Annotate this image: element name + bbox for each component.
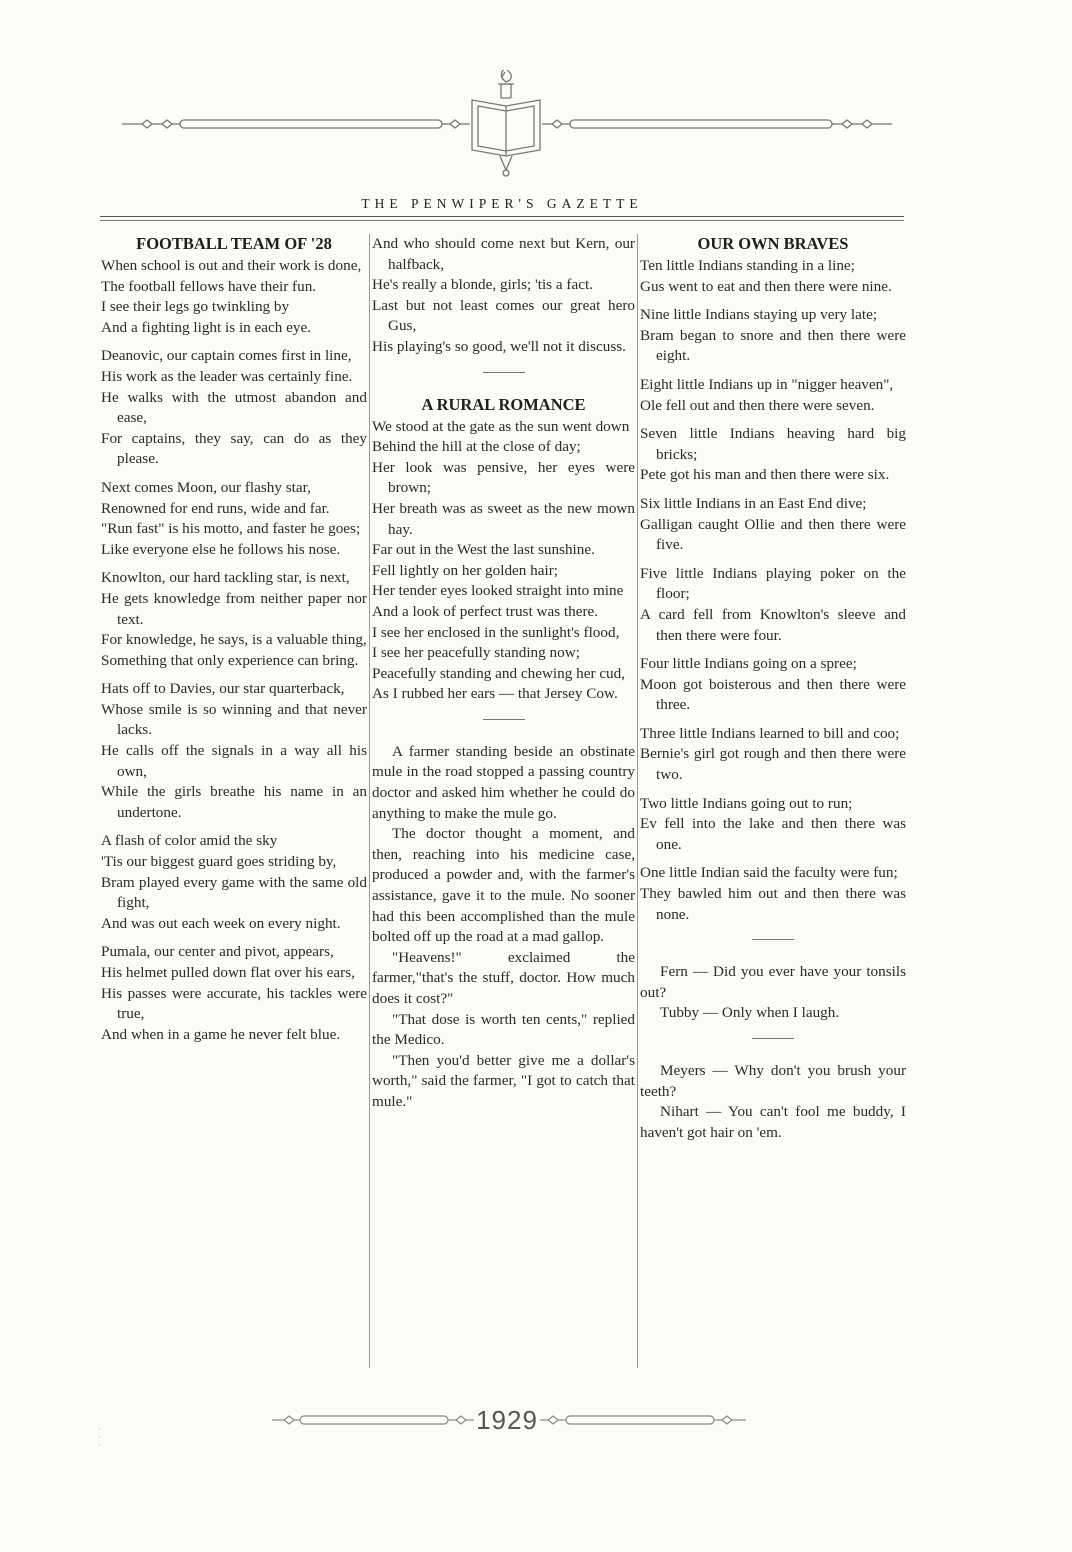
romance-poem-title: A RURAL ROMANCE — [421, 394, 586, 414]
poem-line: For knowledge, he says, is a valuable thing, — [101, 631, 367, 649]
poem-line: A flash of color amid the sky — [101, 832, 278, 850]
poem-line: He's really a blonde, girls; 'tis a fact. — [372, 276, 593, 294]
poem-stanza — [640, 794, 906, 856]
poem-stanza — [640, 863, 906, 925]
poem-line: Six little Indians in an East End dive; — [640, 494, 867, 512]
poem-line: Bram played every game with the same old fight, — [101, 873, 367, 912]
poem-line: "Run fast" is his motto, and faster he goes; — [101, 520, 361, 538]
story-paragraph: A farmer standing beside an obstinate mule in the road stopped a passing country doctor and asked him whether he could do anything to make the mule go. — [372, 742, 635, 822]
poem-line: Bernie's girl got rough and then there were two. — [640, 745, 906, 784]
poem-line: Last but not least comes our great hero Gus, — [372, 296, 635, 335]
column-braves — [640, 234, 906, 1143]
poem-line: His helmet pulled down flat over his ears, — [101, 964, 355, 981]
margin-mark: · · · — [98, 1425, 101, 1450]
poem-line: And who should come next but Kern, our halfback, — [372, 235, 635, 273]
poem-line: Eight little Indians up in "nigger heaven", — [640, 375, 894, 393]
poem-line: His passes were accurate, his tackles were true, — [101, 984, 367, 1023]
poem-line: They bawled him out and then there was none. — [640, 885, 906, 923]
story-paragraph: The doctor thought a moment, and then, reaching into his medicine case, produced a powder and, with the farmer's assistance, gave it to the mule. No sooner had this been accomplished than the mule bolted off up the road at a mad gallop. — [372, 825, 635, 946]
poem-line: He walks with the utmost abandon and ease, — [101, 388, 367, 427]
poem-stanza — [640, 654, 906, 716]
joke-tonsils — [640, 962, 906, 1024]
section-separator — [483, 719, 525, 720]
story-paragraph: "Heavens!" exclaimed the farmer,"that's the stuff, doctor. How much does it cost?" — [372, 948, 635, 1007]
poem-line: Ole fell out and then there were seven. — [640, 396, 875, 414]
football-poem-continued — [372, 234, 635, 358]
poem-line: Seven little Indians heaving hard big bricks; — [640, 425, 906, 463]
poem-line: I see her enclosed in the sunlight's flood, — [372, 623, 620, 641]
poem-line: Her tender eyes looked straight into mine — [372, 582, 624, 600]
poem-line: Two little Indians going out to run; — [640, 794, 853, 812]
poem-stanza — [640, 305, 906, 367]
poem-line: Something that only experience can bring. — [101, 651, 359, 669]
poem-line: Gus went to eat and then there were nine. — [640, 277, 892, 295]
poem-line: His playing's so good, we'll not it discuss. — [372, 337, 626, 355]
poem-line: Peacefully standing and chewing her cud, — [372, 664, 626, 682]
poem-line: Knowlton, our hard tackling star, is next, — [101, 569, 350, 587]
poem-line: 'Tis our biggest guard goes striding by, — [101, 853, 337, 871]
poem-stanza — [640, 424, 906, 486]
braves-poem — [640, 256, 906, 925]
poem-stanza — [101, 831, 367, 934]
poem-line: Her look was pensive, her eyes were brown; — [372, 458, 635, 497]
poem-line: Deanovic, our captain comes first in line, — [101, 347, 352, 365]
story-paragraph: "That dose is worth ten cents," replied the Medico. — [372, 1010, 635, 1049]
poem-line: Pete got his man and then there were six. — [640, 466, 890, 484]
poem-line: Five little Indians playing poker on the floor; — [640, 564, 906, 603]
poem-line: He gets knowledge from neither paper nor text. — [101, 589, 367, 628]
poem-stanza — [640, 375, 906, 416]
poem-line: We stood at the gate as the sun went down — [372, 417, 630, 435]
poem-line: Next comes Moon, our flashy star, — [101, 478, 311, 496]
masthead-rule — [100, 216, 904, 217]
poem-line: Moon got boisterous and then there were three. — [640, 675, 906, 714]
story-paragraph: "Then you'd better give me a dollar's worth," said the farmer, "I got to catch that mule." — [372, 1051, 635, 1110]
poem-line: Pumala, our center and pivot, appears, — [101, 943, 334, 961]
poem-line: Four little Indians going on a spree; — [640, 655, 857, 673]
mule-story — [372, 742, 635, 1113]
column-romance — [372, 234, 635, 1113]
column-football — [101, 234, 367, 1053]
football-poem — [101, 256, 367, 1045]
poem-stanza — [101, 679, 367, 823]
header-ornament — [120, 70, 900, 180]
poem-line: Fell lightly on her golden hair; — [372, 561, 559, 579]
column-divider — [637, 234, 638, 1368]
poem-line: Like everyone else he follows his nose. — [101, 540, 341, 558]
poem-line: And a fighting light is in each eye. — [101, 318, 312, 336]
poem-line: I see their legs go twinkling by — [101, 298, 290, 316]
section-separator — [483, 372, 525, 373]
section-separator — [752, 939, 794, 940]
poem-line: When school is out and their work is done, — [101, 257, 362, 274]
poem-stanza — [640, 564, 906, 646]
footer-ornament — [270, 1400, 750, 1440]
poem-line: Three little Indians learned to bill and coo; — [640, 724, 900, 742]
joke-line: Tubby — Only when I laugh. — [660, 1004, 840, 1022]
poem-line: As I rubbed her ears — that Jersey Cow. — [372, 685, 618, 703]
joke-teeth — [640, 1061, 906, 1143]
poem-line: Nine little Indians staying up very late; — [640, 306, 878, 324]
braves-poem-title: OUR OWN BRAVES — [697, 234, 849, 253]
poem-line: Behind the hill at the close of day; — [372, 438, 581, 456]
poem-line: And when in a game he never felt blue. — [101, 1025, 341, 1043]
masthead-rule-secondary — [100, 220, 904, 221]
poem-line: The football fellows have their fun. — [101, 277, 317, 295]
joke-line: Nihart — You can't fool me buddy, I haven't got hair on 'em. — [640, 1103, 906, 1141]
poem-line: And a look of perfect trust was there. — [372, 602, 599, 620]
footer-year: 1929 — [476, 1405, 538, 1435]
joke-line: Meyers — Why don't you brush your teeth? — [640, 1062, 906, 1100]
poem-line: While the girls breathe his name in an undertone. — [101, 783, 367, 821]
poem-stanza — [101, 346, 367, 470]
poem-line: His work as the leader was certainly fine. — [101, 367, 353, 385]
poem-line: One little Indian said the faculty were fun; — [640, 864, 898, 882]
section-separator — [752, 1038, 794, 1039]
poem-line: I see her peacefully standing now; — [372, 644, 580, 662]
poem-stanza — [101, 568, 367, 671]
joke-line: Fern — Did you ever have your tonsils out? — [640, 963, 906, 1001]
poem-line: Renowned for end runs, wide and far. — [101, 499, 330, 517]
poem-line: For captains, they say, can do as they please. — [101, 429, 367, 468]
poem-line: Ten little Indians standing in a line; — [640, 257, 855, 274]
poem-stanza — [640, 494, 906, 556]
poem-line: Whose smile is so winning and that never lacks. — [101, 700, 367, 739]
poem-stanza — [640, 724, 906, 786]
column-divider — [369, 234, 370, 1368]
poem-line: Galligan caught Ollie and then there were five. — [640, 515, 906, 554]
poem-line: And was out each week on every night. — [101, 914, 341, 932]
poem-stanza — [101, 256, 367, 338]
romance-poem — [372, 417, 635, 705]
poem-line: Her breath was as sweet as the new mown hay. — [372, 499, 635, 538]
masthead-title: THE PENWIPER'S GAZETTE — [361, 196, 643, 211]
poem-line: A card fell from Knowlton's sleeve and then there were four. — [640, 605, 906, 644]
poem-line: Far out in the West the last sunshine. — [372, 541, 595, 559]
poem-line: Hats off to Davies, our star quarterback, — [101, 680, 345, 698]
poem-line: He calls off the signals in a way all his own, — [101, 742, 367, 780]
poem-line: Bram began to snore and then there were eight. — [640, 326, 906, 365]
poem-stanza — [101, 478, 367, 560]
poem-stanza — [101, 942, 367, 1045]
poem-stanza — [640, 256, 906, 297]
poem-line: Ev fell into the lake and then there was one. — [640, 815, 906, 853]
football-poem-title: FOOTBALL TEAM OF '28 — [136, 234, 332, 253]
